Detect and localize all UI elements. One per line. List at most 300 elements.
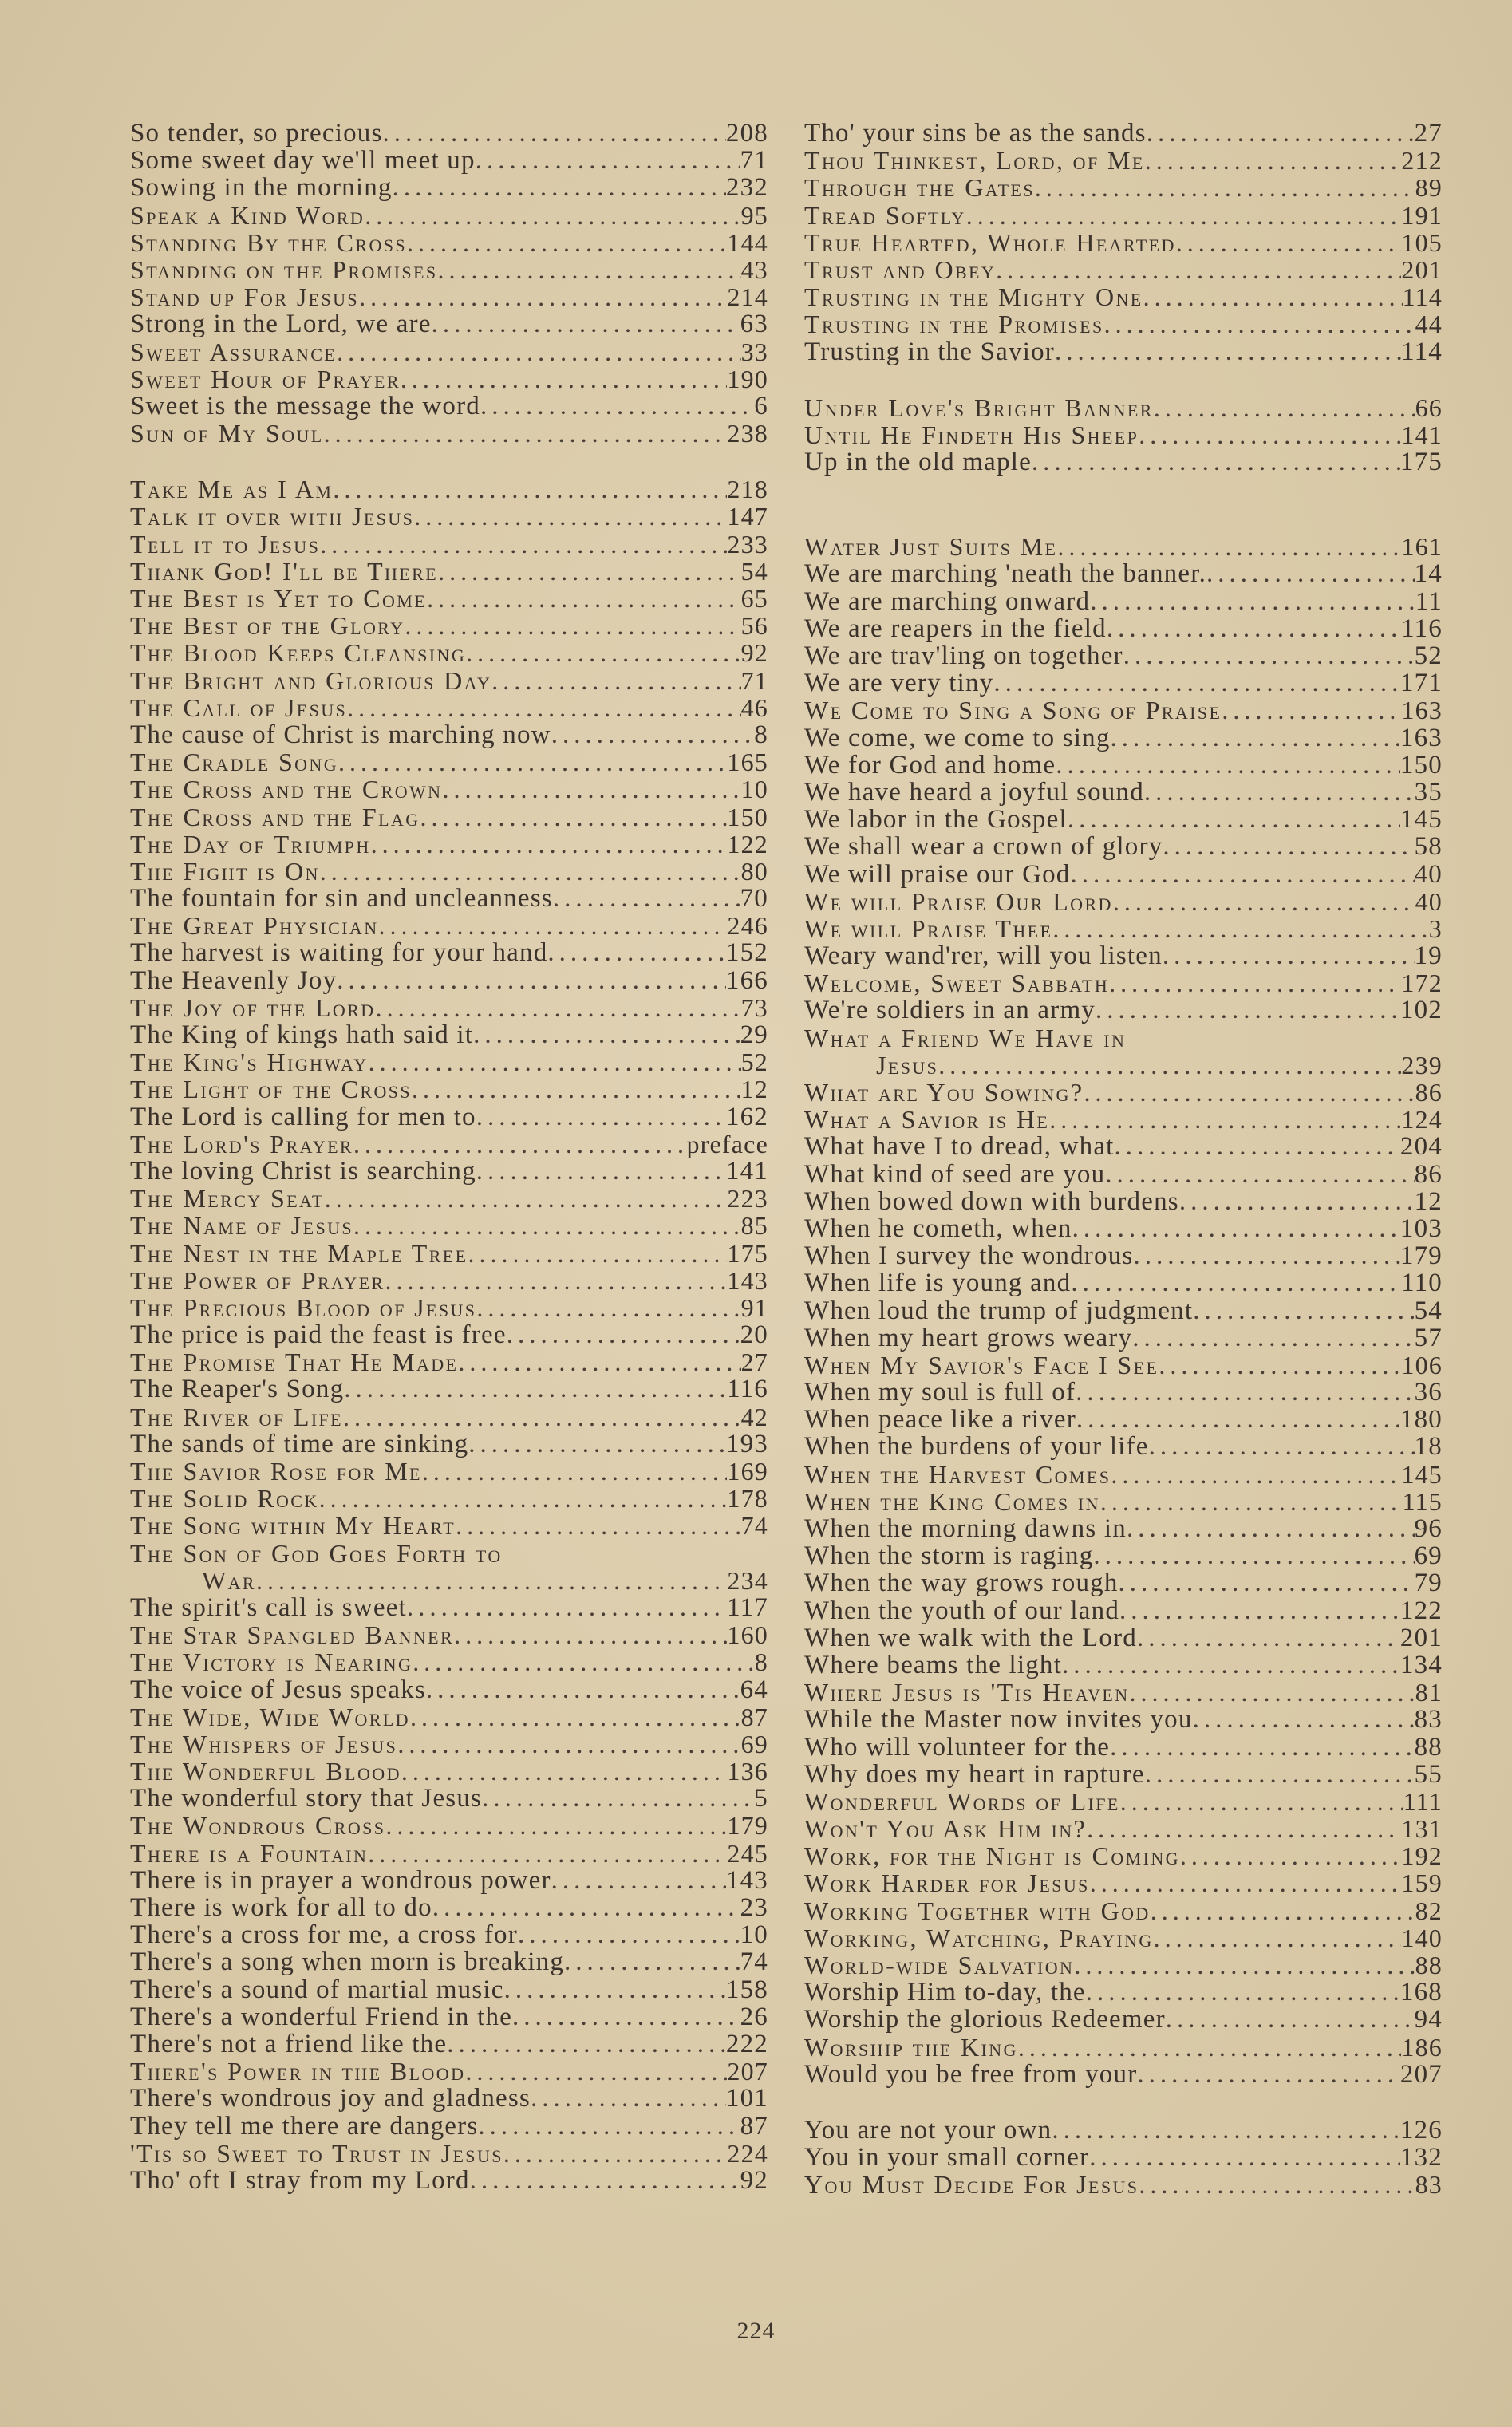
dot-leader bbox=[1086, 1979, 1400, 2006]
index-section bbox=[130, 120, 768, 447]
index-entry bbox=[804, 588, 1443, 615]
entry-title: Speak a Kind Word bbox=[130, 201, 365, 229]
entry-title: The Cross and the Crown bbox=[130, 775, 443, 803]
entry-page-number: 10 bbox=[740, 1921, 768, 1949]
dot-leader bbox=[503, 2140, 728, 2167]
dot-leader bbox=[1052, 2117, 1400, 2144]
entry-title: Water Just Suits Me bbox=[804, 533, 1058, 561]
index-entry bbox=[130, 967, 768, 994]
index-entry bbox=[804, 833, 1443, 860]
index-entry bbox=[130, 420, 768, 447]
dot-leader bbox=[465, 2058, 727, 2085]
dot-leader bbox=[379, 912, 728, 939]
index-entry bbox=[130, 1512, 768, 1539]
entry-page-number: 234 bbox=[727, 1566, 768, 1594]
dot-leader bbox=[1119, 1597, 1400, 1624]
index-section bbox=[804, 120, 1443, 365]
dot-leader bbox=[551, 1867, 726, 1894]
index-entry bbox=[804, 1269, 1443, 1296]
dot-leader bbox=[442, 775, 740, 803]
entry-page-number: 172 bbox=[1401, 969, 1443, 997]
dot-leader bbox=[456, 1512, 740, 1539]
entry-page-number: 145 bbox=[1401, 1460, 1443, 1488]
entry-page-number: 69 bbox=[740, 1730, 768, 1758]
entry-title: The Name of Jesus bbox=[130, 1212, 354, 1240]
dot-leader bbox=[324, 420, 728, 447]
entry-title: Worship the King bbox=[804, 2033, 1018, 2061]
dot-leader bbox=[476, 147, 740, 174]
entry-title: When he cometh, when bbox=[804, 1214, 1072, 1243]
entry-page-number: 8 bbox=[754, 1648, 768, 1676]
entry-page-number: 193 bbox=[725, 1430, 768, 1458]
index-entry bbox=[804, 2061, 1443, 2088]
index-entry bbox=[130, 174, 768, 201]
entry-page-number: 150 bbox=[1399, 751, 1443, 779]
dot-leader bbox=[547, 939, 725, 966]
dot-leader bbox=[1111, 1461, 1401, 1488]
entry-page-number: 158 bbox=[725, 1975, 768, 2003]
index-entry bbox=[804, 1569, 1443, 1596]
dot-leader bbox=[468, 1431, 726, 1458]
entry-title: Welcome, Sweet Sabbath bbox=[804, 969, 1110, 997]
entry-title: Worship the glorious Redeemer bbox=[804, 2006, 1166, 2034]
entry-page-number: 40 bbox=[1414, 860, 1443, 888]
entry-title: The Fight is On bbox=[130, 857, 320, 886]
index-entry bbox=[804, 1433, 1443, 1460]
index-entry bbox=[130, 503, 768, 530]
entry-title: Sweet Hour of Prayer bbox=[130, 365, 401, 393]
dot-leader bbox=[420, 803, 728, 831]
index-section bbox=[804, 2117, 1443, 2199]
dot-leader bbox=[1130, 1679, 1415, 1706]
entry-title: You are not your own bbox=[804, 2116, 1052, 2145]
dot-leader bbox=[414, 503, 727, 530]
dot-leader bbox=[353, 1131, 686, 1158]
entry-title: Standing By the Cross bbox=[130, 228, 408, 256]
entry-page-number: 3 bbox=[1428, 914, 1443, 943]
dot-leader bbox=[1104, 310, 1415, 337]
index-entry bbox=[804, 1024, 1443, 1052]
entry-title: We will Praise Thee bbox=[804, 914, 1053, 943]
entry-title: The Wonderful Blood bbox=[130, 1758, 401, 1786]
index-entry bbox=[804, 752, 1443, 779]
index-entry bbox=[130, 639, 768, 666]
entry-page-number: 186 bbox=[1401, 2033, 1443, 2061]
entry-page-number: 180 bbox=[1399, 1406, 1443, 1434]
entry-title: The Joy of the Lord bbox=[130, 993, 376, 1021]
dot-leader bbox=[376, 994, 741, 1021]
entry-page-number: 12 bbox=[740, 1075, 768, 1103]
entry-title: There is a Fountain bbox=[130, 1839, 369, 1867]
dot-leader bbox=[1049, 1106, 1401, 1133]
index-entry bbox=[804, 1897, 1443, 1924]
entry-title: Some sweet day we'll meet up bbox=[130, 147, 476, 175]
entry-page-number: 159 bbox=[1401, 1869, 1443, 1897]
index-entry bbox=[804, 1297, 1443, 1324]
entry-page-number: 208 bbox=[725, 120, 768, 148]
entry-title: We are reapers in the field bbox=[804, 614, 1107, 642]
entry-title: The Song within My Heart bbox=[130, 1512, 456, 1540]
index-entry bbox=[804, 1624, 1443, 1652]
entry-title: There's a wonderful Friend in the bbox=[130, 2003, 512, 2030]
index-entry bbox=[130, 2113, 768, 2140]
index-entry bbox=[130, 2085, 768, 2112]
entry-page-number: 122 bbox=[727, 830, 768, 858]
dot-leader bbox=[343, 1403, 741, 1431]
dot-leader bbox=[1145, 1761, 1415, 1788]
index-entry bbox=[130, 365, 768, 393]
entry-page-number: 26 bbox=[740, 2003, 768, 2030]
entry-title: We will Praise Our Lord bbox=[804, 887, 1113, 915]
entry-title: Who will volunteer for the bbox=[804, 1733, 1111, 1761]
entry-title: There is work for all to do bbox=[130, 1894, 432, 1922]
entry-title: 'Tis so Sweet to Trust in Jesus bbox=[130, 2139, 503, 2167]
entry-page-number: 141 bbox=[1401, 420, 1443, 449]
entry-title: What a Savior is He bbox=[804, 1106, 1050, 1134]
entry-title-continued: War bbox=[202, 1566, 256, 1594]
dot-leader bbox=[491, 667, 740, 694]
dot-leader bbox=[1052, 915, 1428, 942]
index-entry bbox=[804, 888, 1443, 915]
dot-leader bbox=[1074, 1951, 1415, 1979]
entry-page-number: 165 bbox=[727, 748, 768, 776]
index-entry bbox=[804, 310, 1443, 337]
dot-leader bbox=[1154, 394, 1415, 421]
dot-leader bbox=[1163, 833, 1414, 860]
entry-page-number: 87 bbox=[740, 2112, 768, 2140]
entry-title: We are marching onward bbox=[804, 587, 1091, 615]
index-entry bbox=[804, 1706, 1443, 1733]
index-entry bbox=[130, 2140, 768, 2167]
entry-title: The Victory is Nearing bbox=[130, 1648, 413, 1676]
entry-page-number: 214 bbox=[727, 283, 768, 311]
dot-leader bbox=[1090, 588, 1415, 615]
index-entry bbox=[130, 1103, 768, 1131]
dot-leader bbox=[1180, 1842, 1401, 1869]
dot-leader bbox=[320, 858, 741, 885]
index-entry bbox=[804, 2006, 1443, 2033]
entry-page-number: 65 bbox=[740, 585, 768, 613]
index-entry-continuation bbox=[130, 1567, 768, 1594]
entry-title: Take Me as I Am bbox=[130, 476, 334, 503]
dot-leader bbox=[1119, 1569, 1415, 1596]
dot-leader bbox=[458, 1348, 740, 1375]
dot-leader bbox=[1139, 421, 1401, 448]
entry-title: When the way grows rough bbox=[804, 1569, 1119, 1597]
entry-title: We are trav'ling on together bbox=[804, 642, 1123, 670]
dot-leader bbox=[1071, 1269, 1401, 1296]
dot-leader bbox=[1062, 1652, 1400, 1679]
dot-leader bbox=[319, 1485, 728, 1512]
entry-page-number: 18 bbox=[1414, 1433, 1443, 1461]
entry-page-number: 5 bbox=[754, 1785, 768, 1813]
entry-title: We shall wear a crown of glory bbox=[804, 833, 1163, 861]
entry-page-number: 52 bbox=[1414, 642, 1443, 670]
dot-leader bbox=[1084, 1079, 1415, 1106]
entry-title: There's a song when morn is breaking bbox=[130, 1948, 565, 1976]
dot-leader bbox=[338, 748, 727, 775]
entry-title: Won't You Ask Him in? bbox=[804, 1815, 1088, 1843]
entry-page-number: 55 bbox=[1414, 1760, 1443, 1788]
entry-title: Stand up For Jesus bbox=[130, 283, 360, 311]
entry-title: The Star Spangled Banner bbox=[130, 1621, 455, 1649]
entry-page-number: 175 bbox=[727, 1239, 768, 1267]
index-entry bbox=[804, 1106, 1443, 1133]
index-entry bbox=[804, 1461, 1443, 1488]
entry-page-number: 246 bbox=[727, 912, 768, 940]
entry-page-number: 143 bbox=[725, 1866, 768, 1894]
index-entry bbox=[130, 229, 768, 256]
dot-leader bbox=[1206, 560, 1415, 587]
index-entry bbox=[130, 1621, 768, 1648]
index-entry bbox=[130, 612, 768, 639]
entry-title: Strong in the Lord, we are bbox=[130, 310, 432, 338]
dot-leader bbox=[1144, 779, 1415, 806]
dot-leader bbox=[438, 558, 741, 585]
dot-leader bbox=[365, 202, 740, 229]
dot-leader bbox=[1149, 1433, 1415, 1460]
entry-page-number: 95 bbox=[740, 201, 768, 229]
entry-title: The Promise That He Made bbox=[130, 1348, 459, 1376]
entry-page-number: 122 bbox=[1399, 1596, 1443, 1624]
index-entry bbox=[804, 942, 1443, 969]
entry-page-number: 145 bbox=[1399, 806, 1443, 834]
entry-title: The voice of Jesus speaks bbox=[130, 1675, 426, 1703]
dot-leader bbox=[553, 885, 740, 912]
dot-leader bbox=[966, 202, 1402, 229]
entry-page-number: 42 bbox=[740, 1403, 768, 1431]
entry-title: When we walk with the Lord bbox=[804, 1624, 1138, 1652]
dot-leader bbox=[333, 476, 727, 503]
entry-page-number: 27 bbox=[1414, 120, 1443, 148]
entry-page-number: 57 bbox=[1414, 1324, 1443, 1352]
entry-title: The Best is Yet to Come bbox=[130, 585, 428, 613]
index-entry bbox=[804, 448, 1443, 476]
entry-title: There's Power in the Blood bbox=[130, 2058, 466, 2086]
dot-leader bbox=[1096, 996, 1400, 1024]
index-entry bbox=[130, 1131, 768, 1158]
dot-leader bbox=[1093, 1542, 1414, 1569]
entry-title: Where beams the light bbox=[804, 1651, 1063, 1679]
dot-leader bbox=[1193, 1297, 1414, 1324]
dot-leader bbox=[353, 1212, 741, 1239]
entry-page-number: 163 bbox=[1401, 697, 1443, 724]
dot-leader bbox=[938, 1052, 1401, 1079]
entry-page-number: 223 bbox=[727, 1185, 768, 1213]
index-entry bbox=[130, 1894, 768, 1921]
entry-page-number: 86 bbox=[1414, 1160, 1443, 1188]
entry-page-number: 12 bbox=[1414, 1187, 1443, 1215]
index-entry bbox=[130, 694, 768, 721]
index-entry bbox=[130, 1867, 768, 1894]
index-entry bbox=[130, 1948, 768, 1975]
entry-title: True Hearted, Whole Hearted bbox=[804, 228, 1176, 256]
entry-page-number: 192 bbox=[1401, 1842, 1443, 1870]
entry-page-number: 23 bbox=[740, 1894, 768, 1922]
entry-page-number: 152 bbox=[725, 939, 768, 967]
entry-title: Wonderful Words of Life bbox=[804, 1787, 1120, 1816]
dot-leader bbox=[1071, 861, 1415, 888]
dot-leader bbox=[426, 1676, 740, 1703]
dot-leader bbox=[454, 1621, 727, 1648]
index-section bbox=[130, 476, 768, 2194]
entry-title: Until He Findeth His Sheep bbox=[804, 420, 1139, 449]
entry-page-number: 40 bbox=[1415, 887, 1443, 915]
index-entry bbox=[130, 1485, 768, 1512]
dot-leader bbox=[401, 1758, 728, 1785]
entry-title: The Solid Rock bbox=[130, 1485, 319, 1513]
entry-page-number: 11 bbox=[1415, 587, 1443, 615]
dot-leader bbox=[1166, 2006, 1415, 2033]
entry-title: While the Master now invites you bbox=[804, 1706, 1193, 1734]
entry-page-number: 245 bbox=[727, 1839, 768, 1867]
entry-page-number: 239 bbox=[1401, 1051, 1443, 1079]
dot-leader bbox=[383, 120, 726, 147]
entry-title: We will praise our God bbox=[804, 860, 1071, 888]
index-entry bbox=[804, 806, 1443, 833]
dot-leader bbox=[337, 338, 740, 365]
entry-page-number: 92 bbox=[740, 2166, 768, 2195]
entry-page-number: 27 bbox=[740, 1348, 768, 1376]
index-entry bbox=[804, 1979, 1443, 2006]
entry-title: Why does my heart in rapture bbox=[804, 1760, 1145, 1788]
index-entry bbox=[130, 1594, 768, 1621]
entry-title: The Blood Keeps Cleansing bbox=[130, 639, 467, 667]
index-entry bbox=[130, 1976, 768, 2003]
dot-leader bbox=[1147, 120, 1415, 147]
index-entry bbox=[804, 1951, 1443, 1979]
index-entry bbox=[130, 1730, 768, 1758]
dot-leader bbox=[369, 1048, 741, 1075]
index-entry bbox=[130, 2167, 768, 2194]
dot-leader bbox=[1127, 1515, 1415, 1542]
dot-leader bbox=[1105, 1161, 1414, 1188]
entry-title: The price is paid the feast is free bbox=[130, 1321, 507, 1349]
entry-page-number: 126 bbox=[1399, 2116, 1443, 2145]
entry-title: Thou Thinkest, Lord, of Me bbox=[804, 147, 1145, 175]
entry-page-number: 136 bbox=[727, 1758, 768, 1786]
entry-page-number: 105 bbox=[1401, 228, 1443, 256]
dot-leader bbox=[1100, 1488, 1403, 1515]
entry-title: Weary wand'rer, will you listen bbox=[804, 942, 1163, 970]
dot-leader bbox=[1055, 338, 1401, 365]
index-entry bbox=[130, 1458, 768, 1485]
entry-title: There is in prayer a wondrous power bbox=[130, 1866, 551, 1894]
entry-title: Tell it to Jesus bbox=[130, 530, 321, 558]
entry-title: What have I to dread, what bbox=[804, 1133, 1115, 1161]
index-entry bbox=[130, 831, 768, 858]
entry-title: Work Harder for Jesus bbox=[804, 1869, 1090, 1897]
dot-leader bbox=[385, 1267, 728, 1294]
entry-title: You Must Decide For Jesus bbox=[804, 2171, 1139, 2199]
index-entry bbox=[804, 669, 1443, 697]
index-entry bbox=[804, 1734, 1443, 1761]
dot-leader bbox=[482, 1785, 754, 1812]
entry-title: Tread Softly bbox=[804, 201, 966, 229]
index-entry bbox=[804, 560, 1443, 587]
dot-leader bbox=[1090, 1869, 1402, 1896]
entry-page-number: 81 bbox=[1415, 1679, 1443, 1707]
entry-title: When My Savior's Face I See bbox=[804, 1351, 1159, 1379]
entry-page-number: 204 bbox=[1399, 1133, 1443, 1161]
dot-leader bbox=[1120, 1788, 1403, 1815]
entry-title: The spirit's call is sweet bbox=[130, 1593, 407, 1622]
index-entry bbox=[130, 1703, 768, 1730]
entry-page-number: 70 bbox=[740, 885, 768, 913]
entry-title: There's a sound of martial music bbox=[130, 1975, 504, 2003]
entry-page-number: 218 bbox=[727, 476, 768, 503]
index-entry bbox=[804, 2171, 1443, 2198]
dot-leader bbox=[476, 1294, 740, 1321]
entry-title: The Cross and the Flag bbox=[130, 803, 420, 831]
dot-leader bbox=[371, 831, 728, 858]
index-entry bbox=[804, 1542, 1443, 1569]
index-entry bbox=[130, 558, 768, 585]
index-entry bbox=[804, 394, 1443, 421]
dot-leader bbox=[1137, 2061, 1400, 2088]
entry-title: The loving Christ is searching bbox=[130, 1157, 476, 1186]
index-entry bbox=[804, 1842, 1443, 1869]
index-entry bbox=[130, 1921, 768, 1948]
entry-page-number: 74 bbox=[740, 1512, 768, 1540]
entry-title: There's wondrous joy and gladness bbox=[130, 2085, 531, 2113]
entry-title: The Nest in the Maple Tree bbox=[130, 1239, 468, 1267]
index-entry bbox=[130, 667, 768, 694]
entry-title: We labor in the Gospel bbox=[804, 806, 1068, 834]
entry-title: The Precious Blood of Jesus bbox=[130, 1293, 477, 1322]
entry-title: When loud the trump of judgment bbox=[804, 1296, 1194, 1324]
entry-title: Up in the old maple bbox=[804, 448, 1032, 476]
index-entry bbox=[804, 533, 1443, 560]
entry-title: What kind of seed are you bbox=[804, 1160, 1106, 1188]
entry-page-number: 29 bbox=[740, 1021, 768, 1049]
dot-leader bbox=[410, 1703, 741, 1730]
entry-title: The Cradle Song bbox=[130, 748, 339, 776]
entry-page-number: 101 bbox=[725, 2085, 768, 2113]
index-entry bbox=[130, 120, 768, 147]
entry-page-number: 35 bbox=[1414, 778, 1443, 807]
entry-page-number: 106 bbox=[1401, 1351, 1443, 1379]
entry-title: World-wide Salvation bbox=[804, 1951, 1075, 1979]
entry-title: What are You Sowing? bbox=[804, 1079, 1084, 1107]
dot-leader bbox=[478, 2113, 740, 2140]
entry-page-number: 161 bbox=[1401, 533, 1443, 561]
entry-title: The Heavenly Joy bbox=[130, 966, 338, 994]
index-entry bbox=[130, 748, 768, 775]
entry-title: Working, Watching, Praying bbox=[804, 1924, 1154, 1951]
entry-title: The Best of the Glory bbox=[130, 612, 405, 640]
dot-leader bbox=[1089, 2144, 1400, 2171]
entry-page-number: 179 bbox=[727, 1812, 768, 1840]
entry-page-number: 79 bbox=[1414, 1569, 1443, 1597]
entry-title: We are very tiny bbox=[804, 669, 994, 697]
dot-leader bbox=[480, 393, 754, 420]
index-entry bbox=[130, 531, 768, 558]
entry-title: The sands of time are sinking bbox=[130, 1430, 469, 1458]
entry-page-number: 80 bbox=[740, 857, 768, 886]
entry-page-number: 132 bbox=[1399, 2144, 1443, 2172]
entry-title: Trusting in the Promises bbox=[804, 310, 1104, 338]
index-entry bbox=[804, 283, 1443, 310]
dot-leader bbox=[413, 1648, 755, 1675]
dot-leader bbox=[438, 256, 741, 283]
entry-title: The King's Highway bbox=[130, 1048, 369, 1076]
index-entry bbox=[804, 256, 1443, 283]
entry-title: The Wide, Wide World bbox=[130, 1703, 410, 1730]
index-entry bbox=[130, 1048, 768, 1075]
entry-title: When the King Comes in bbox=[804, 1487, 1100, 1515]
entry-page-number: 141 bbox=[725, 1157, 768, 1186]
